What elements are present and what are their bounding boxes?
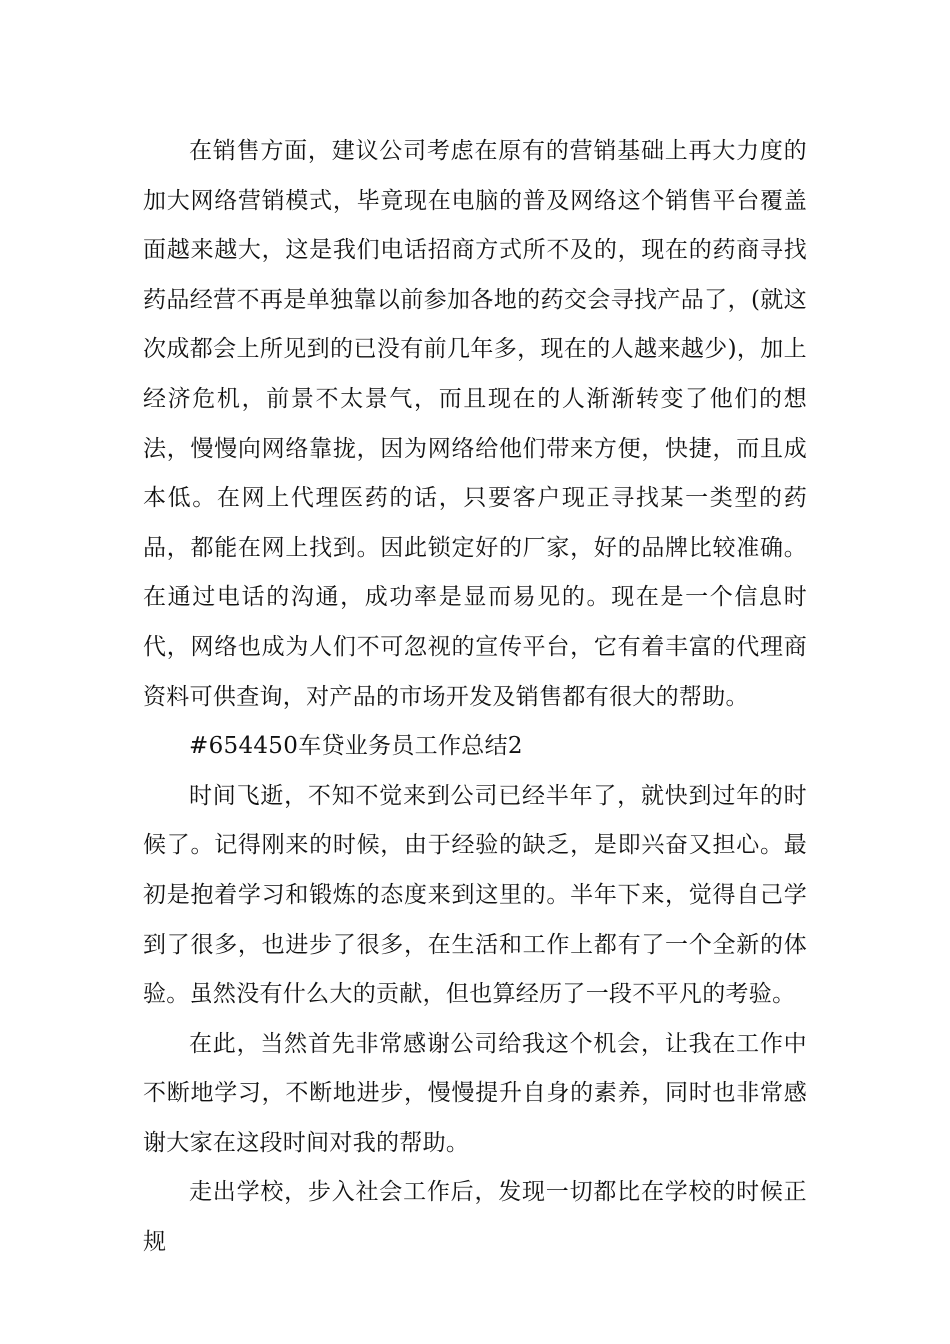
paragraph-leaving-school: 走出学校，步入社会工作后，发现一切都比在学校的时候正规 (143, 1179, 807, 1256)
section-heading: #654450车贷业务员工作总结2 (189, 733, 523, 760)
paragraph-sales-marketing: 在销售方面，建议公司考虑在原有的营销基础上再大力度的加大网络营销模式，毕竟现在电脑的普及网络这个销售平台覆盖面越来越大，这是我们电话招商方式所不及的，现在的药商寻找药品经营不再是单独靠以前参加各地的药交会寻找产品了，(就这次成都会上所见到的已没有前几年多，现在的人越来越少)，加上经济危机，前景不太景气，而且现在的人渐渐转变了他们的想法，慢慢向网络靠拢，因为网络给他们带来方便，快捷，而且成本低。在网上代理医药的话，只要客户现正寻找某一类型的药品，都能在网上找到。因此锁定好的厂家，好的品牌比较准确。在通过电话的沟通，成功率是显而易见的。现在是一个信息时代，网络也成为人们不可忽视的宣传平台，它有着丰富的代理商资料可供查询，对产品的市场开发及销售都有很大的帮助。 (143, 138, 807, 710)
paragraph-time-flies: 时间飞逝，不知不觉来到公司已经半年了，就快到过年的时候了。记得刚来的时候，由于经验的缺乏，是即兴奋又担心。最初是抱着学习和锻炼的态度来到这里的。半年下来，觉得自己学到了很多，也进步了很多，在生活和工作上都有了一个全新的体验。虽然没有什么大的贡献，但也算经历了一段不平凡的考验。 (143, 782, 807, 1008)
paragraph-thanks: 在此，当然首先非常感谢公司给我这个机会，让我在工作中不断地学习，不断地进步，慢慢提升自身的素养，同时也非常感谢大家在这段时间对我的帮助。 (143, 1030, 807, 1156)
document-body (143, 127, 807, 1268)
